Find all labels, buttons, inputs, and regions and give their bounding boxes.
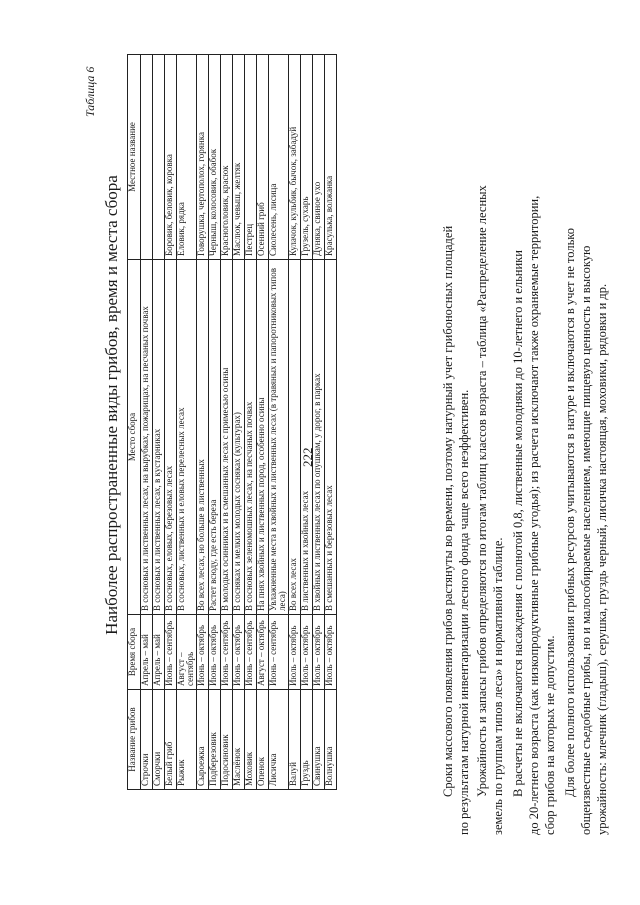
cell-local-name: Осенний гриб	[256, 55, 268, 260]
table-title: Наиболее распространенные виды грибов, время и места сбора	[102, 175, 121, 635]
table-row	[177, 55, 197, 790]
table-caption: Таблица 6	[83, 66, 97, 117]
cell-name: Подберезовик	[208, 690, 220, 790]
cell-name: Груздь	[300, 690, 312, 790]
cell-time: Июнь – октябрь	[208, 615, 220, 690]
cell-place: В молодых осинниках и в смешанных лесах с примесью осины	[220, 260, 232, 615]
cell-name: Белый гриб	[165, 690, 177, 790]
cell-time: Апрель – май	[141, 615, 153, 690]
cell-name: Рыжик	[177, 690, 197, 790]
cell-local-name: Боровик, беловик, коровка	[165, 55, 177, 260]
paragraph-line: сбор грибов на которых не допустим.	[543, 635, 557, 835]
cell-local-name: Еловик, рядка	[177, 55, 197, 260]
cell-place: В сосновых, еловых, березовых лесах	[165, 260, 177, 615]
cell-name: Сыроежка	[196, 690, 208, 790]
paragraph-line: урожайность: млечник (гладыш), серушка, груздь черный, лисичка настоящая, моховики, рядовки и др.	[595, 283, 609, 835]
paragraph-line: земель по группам типов леса» и нормативной таблице.	[491, 537, 505, 835]
header-place: Место сбора	[128, 260, 141, 615]
cell-name: Моховик	[244, 690, 256, 790]
cell-place: В сосновых и лиственных лесах, в кустарниках	[153, 260, 165, 615]
cell-place: В сосняках и мелких молодых сосняках (культурах)	[232, 260, 244, 615]
cell-time: Июнь – октябрь	[196, 615, 208, 690]
table-row	[268, 55, 288, 790]
cell-name: Опенок	[256, 690, 268, 790]
paragraph-1	[440, 0, 472, 835]
cell-time: Август – сентябрь	[177, 615, 197, 690]
cell-time: Июнь – октябрь	[232, 615, 244, 690]
table-row	[153, 55, 165, 790]
cell-local-name	[141, 55, 153, 260]
paragraph-3	[510, 0, 558, 835]
table-row	[300, 55, 312, 790]
cell-place: В лиственных и хвойных лесах	[300, 260, 312, 615]
table-row	[324, 55, 336, 790]
cell-local-name: Кулачок, кульбик, бычок, забадуй	[288, 55, 300, 260]
table-row	[312, 55, 324, 790]
page-number: 222	[300, 447, 315, 467]
cell-name: Лисичка	[268, 690, 288, 790]
cell-local-name: Говорушка, чертополох, горянка	[196, 55, 208, 260]
table-row	[244, 55, 256, 790]
cell-local-name: Грузель, сухарь	[300, 55, 312, 260]
cell-name: Свинушка	[312, 690, 324, 790]
cell-local-name	[153, 55, 165, 260]
table-body	[141, 55, 337, 790]
cell-time: Апрель – май	[153, 615, 165, 690]
header-name: Название грибов	[128, 690, 141, 790]
table-row	[220, 55, 232, 790]
paragraph-2	[474, 0, 506, 835]
cell-local-name: Пестрец	[244, 55, 256, 260]
table-row	[165, 55, 177, 790]
paragraph-4	[562, 0, 610, 835]
cell-place: В сосновых, лиственных и еловых перелесных лесах	[177, 260, 197, 615]
cell-place: В сосновых зеленомошных лесах, на песчаных почвах	[244, 260, 256, 615]
cell-time: Июль – октябрь	[312, 615, 324, 690]
cell-name: Волнушка	[324, 690, 336, 790]
paragraph-line: Урожайность и запасы грибов определяются по итогам таблиц классов возраста – таблица «Распределение лесных	[475, 185, 489, 797]
cell-local-name: Дуняка, свиное ухо	[312, 55, 324, 260]
paragraph-line: общеизвестные съедобные грибы, но и малособираемые населением, имеющие пищевую ценность и высокую	[579, 245, 593, 835]
cell-time: Июнь – сентябрь	[244, 615, 256, 690]
table-row	[208, 55, 220, 790]
paragraph-line: Для более полного использования грибных ресурсов учитываются в натуре и включаются в учет не только	[563, 227, 577, 797]
cell-name: Подосиновик	[220, 690, 232, 790]
mushroom-table	[127, 54, 337, 790]
cell-time: Июль – октябрь	[324, 615, 336, 690]
cell-name: Строчки	[141, 690, 153, 790]
cell-local-name: Маслюк, чевыш, желтяк	[232, 55, 244, 260]
paragraph-line: В расчеты не включаются насаждения с полнотой 0,8, лиственные молодняки до 10-летнего и ельники	[511, 250, 525, 797]
cell-name: Маслёнок	[232, 690, 244, 790]
header-time: Время сбора	[128, 615, 141, 690]
cell-place: Растет всюду, где есть береза	[208, 260, 220, 615]
paragraph-line: до 20-летнего возраста (как низкопродуктивные грибные угодья); из расчета исключают также охраняемые территории,	[527, 195, 541, 835]
cell-name: Сморчки	[153, 690, 165, 790]
cell-place: Во всех лесах	[288, 260, 300, 615]
cell-time: Июль – октябрь	[288, 615, 300, 690]
cell-place: В смешанных и березовых лесах	[324, 260, 336, 615]
cell-time: Июль – октябрь	[300, 615, 312, 690]
header-local-name: Местное название	[128, 55, 141, 260]
table-header-row	[128, 55, 141, 790]
cell-place: На пнях хвойных и лиственных пород, особенно осины	[256, 260, 268, 615]
cell-time: Июнь – сентябрь	[220, 615, 232, 690]
table-row	[256, 55, 268, 790]
cell-time: Июнь – сентябрь	[165, 615, 177, 690]
cell-place: Во всех лесах, но больше в лиственных	[196, 260, 208, 615]
table-row	[288, 55, 300, 790]
cell-time: Август – октябрь	[256, 615, 268, 690]
table-row	[232, 55, 244, 790]
cell-name: Валуй	[288, 690, 300, 790]
table-row	[196, 55, 208, 790]
paragraph-line: по результатам натурной инвентаризации лесного фонда чаще всего неэффективен.	[457, 389, 471, 835]
table-row	[141, 55, 153, 790]
cell-time: Июнь – сентябрь	[268, 615, 288, 690]
cell-local-name: Сиолесень, лисица	[268, 55, 288, 260]
cell-place: Увлажненные места в хвойных и лиственных лесах (в травяных и папоротниковых типов леса)	[268, 260, 288, 615]
cell-local-name: Красулька, волжанка	[324, 55, 336, 260]
cell-local-name: Красноголовик, красюк	[220, 55, 232, 260]
cell-place: В хвойных и лиственных лесах по опушкам, у дорог, в парках	[312, 260, 324, 615]
cell-local-name: Черныш, колосовик, обабок	[208, 55, 220, 260]
paragraph-line: Сроки массового появления грибов растянуты во времени, поэтому натурный учет грибоносных площадей	[441, 225, 455, 797]
cell-place: В сосновых и лиственных лесах, на вырубках, пожарищах, на песчаных почвах	[141, 260, 153, 615]
